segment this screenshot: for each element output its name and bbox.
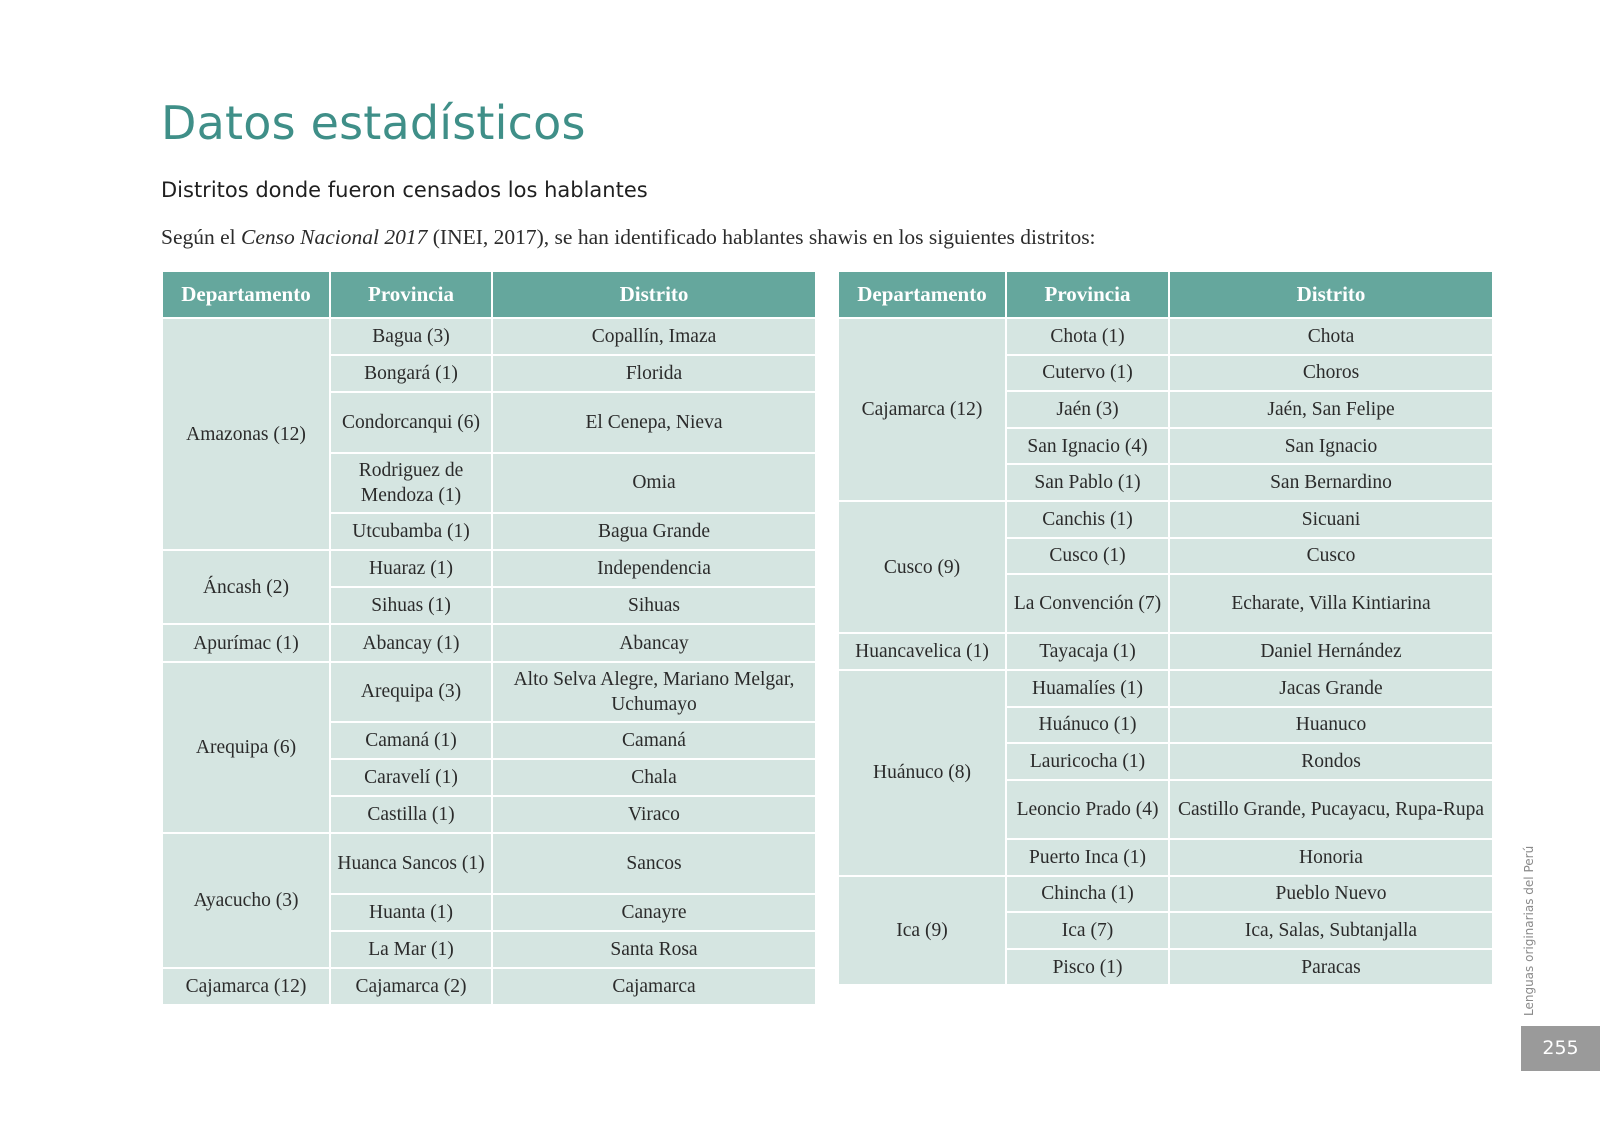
distrito-cell: Ica, Salas, Subtanjalla bbox=[1169, 912, 1493, 949]
distrito-cell: San Ignacio bbox=[1169, 428, 1493, 465]
provincia-cell: Huaraz (1) bbox=[330, 550, 492, 587]
intro-text-post: (INEI, 2017), se han identificado hablantes shawis en los siguientes distritos: bbox=[427, 225, 1096, 249]
intro-text-pre: Según el bbox=[161, 225, 242, 249]
departamento-cell: Cajamarca (12) bbox=[838, 318, 1006, 501]
provincia-cell: Cusco (1) bbox=[1006, 538, 1169, 575]
header-distrito: Distrito bbox=[492, 271, 816, 318]
provincia-cell: Cajamarca (2) bbox=[330, 968, 492, 1005]
book-title-vertical: Lenguas originarias del Perú bbox=[1522, 845, 1536, 1016]
table-header-row bbox=[838, 271, 1493, 318]
distrito-cell: Huanuco bbox=[1169, 707, 1493, 744]
provincia-cell: Chincha (1) bbox=[1006, 876, 1169, 913]
distrito-cell: Canayre bbox=[492, 894, 816, 931]
departamento-cell: Apurímac (1) bbox=[162, 624, 330, 661]
districts-table-right bbox=[837, 270, 1494, 986]
distrito-cell: Sihuas bbox=[492, 587, 816, 624]
distrito-cell: Chala bbox=[492, 759, 816, 796]
distrito-cell: Jaén, San Felipe bbox=[1169, 391, 1493, 428]
provincia-cell: Sihuas (1) bbox=[330, 587, 492, 624]
provincia-cell: Arequipa (3) bbox=[330, 662, 492, 722]
provincia-cell: Cutervo (1) bbox=[1006, 355, 1169, 392]
provincia-cell: Pisco (1) bbox=[1006, 949, 1169, 986]
provincia-cell: Huánuco (1) bbox=[1006, 707, 1169, 744]
provincia-cell: Tayacaja (1) bbox=[1006, 633, 1169, 670]
table-row bbox=[838, 633, 1493, 670]
distrito-cell: Independencia bbox=[492, 550, 816, 587]
provincia-cell: Leoncio Prado (4) bbox=[1006, 780, 1169, 839]
distrito-cell: Sicuani bbox=[1169, 501, 1493, 538]
page-title: Datos estadísticos bbox=[161, 96, 586, 150]
provincia-cell: Huanca Sancos (1) bbox=[330, 833, 492, 893]
provincia-cell: Puerto Inca (1) bbox=[1006, 839, 1169, 876]
table-row bbox=[838, 876, 1493, 913]
distrito-cell: Abancay bbox=[492, 624, 816, 661]
departamento-cell: Cajamarca (12) bbox=[162, 968, 330, 1005]
provincia-cell: San Pablo (1) bbox=[1006, 464, 1169, 501]
provincia-cell: Canchis (1) bbox=[1006, 501, 1169, 538]
header-departamento: Departamento bbox=[838, 271, 1006, 318]
provincia-cell: Condorcanqui (6) bbox=[330, 392, 492, 452]
provincia-cell: San Ignacio (4) bbox=[1006, 428, 1169, 465]
section-subtitle: Distritos donde fueron censados los hablantes bbox=[161, 178, 648, 202]
distrito-cell: Alto Selva Alegre, Mariano Melgar, Uchumayo bbox=[492, 662, 816, 722]
table-body bbox=[838, 318, 1493, 985]
departamento-cell: Huancavelica (1) bbox=[838, 633, 1006, 670]
distrito-cell: Echarate, Villa Kintiarina bbox=[1169, 574, 1493, 633]
departamento-cell: Arequipa (6) bbox=[162, 662, 330, 834]
distrito-cell: Rondos bbox=[1169, 743, 1493, 780]
distrito-cell: Sancos bbox=[492, 833, 816, 893]
distrito-cell: Camaná bbox=[492, 722, 816, 759]
distrito-cell: Florida bbox=[492, 355, 816, 392]
table-header-row bbox=[162, 271, 816, 318]
provincia-cell: Utcubamba (1) bbox=[330, 513, 492, 550]
table-body bbox=[162, 318, 816, 1005]
header-departamento: Departamento bbox=[162, 271, 330, 318]
provincia-cell: Caravelí (1) bbox=[330, 759, 492, 796]
header-distrito: Distrito bbox=[1169, 271, 1493, 318]
distrito-cell: Bagua Grande bbox=[492, 513, 816, 550]
table-row bbox=[838, 670, 1493, 707]
departamento-cell: Huánuco (8) bbox=[838, 670, 1006, 876]
header-provincia: Provincia bbox=[330, 271, 492, 318]
departamento-cell: Amazonas (12) bbox=[162, 318, 330, 550]
provincia-cell: Ica (7) bbox=[1006, 912, 1169, 949]
departamento-cell: Ayacucho (3) bbox=[162, 833, 330, 968]
distrito-cell: Honoria bbox=[1169, 839, 1493, 876]
table-row bbox=[838, 318, 1493, 355]
table-row bbox=[162, 624, 816, 661]
table-row bbox=[162, 833, 816, 893]
distrito-cell: Castillo Grande, Pucayacu, Rupa-Rupa bbox=[1169, 780, 1493, 839]
provincia-cell: La Convención (7) bbox=[1006, 574, 1169, 633]
provincia-cell: Bongará (1) bbox=[330, 355, 492, 392]
distrito-cell: Jacas Grande bbox=[1169, 670, 1493, 707]
distrito-cell: Copallín, Imaza bbox=[492, 318, 816, 355]
distrito-cell: Omia bbox=[492, 453, 816, 513]
provincia-cell: Abancay (1) bbox=[330, 624, 492, 661]
provincia-cell: Chota (1) bbox=[1006, 318, 1169, 355]
table-row bbox=[838, 501, 1493, 538]
table-row bbox=[162, 318, 816, 355]
provincia-cell: Camaná (1) bbox=[330, 722, 492, 759]
provincia-cell: Rodriguez de Mendoza (1) bbox=[330, 453, 492, 513]
provincia-cell: Bagua (3) bbox=[330, 318, 492, 355]
provincia-cell: Lauricocha (1) bbox=[1006, 743, 1169, 780]
table-row bbox=[162, 968, 816, 1005]
distrito-cell: Santa Rosa bbox=[492, 931, 816, 968]
distrito-cell: Pueblo Nuevo bbox=[1169, 876, 1493, 913]
distrito-cell: Cajamarca bbox=[492, 968, 816, 1005]
distrito-cell: Cusco bbox=[1169, 538, 1493, 575]
table-row bbox=[162, 550, 816, 587]
distrito-cell: Daniel Hernández bbox=[1169, 633, 1493, 670]
distrito-cell: Chota bbox=[1169, 318, 1493, 355]
distrito-cell: Viraco bbox=[492, 796, 816, 833]
provincia-cell: Huanta (1) bbox=[330, 894, 492, 931]
table-row bbox=[162, 662, 816, 722]
departamento-cell: Cusco (9) bbox=[838, 501, 1006, 633]
provincia-cell: Jaén (3) bbox=[1006, 391, 1169, 428]
page-number: 255 bbox=[1521, 1026, 1600, 1071]
distrito-cell: Choros bbox=[1169, 355, 1493, 392]
distrito-cell: San Bernardino bbox=[1169, 464, 1493, 501]
provincia-cell: Huamalíes (1) bbox=[1006, 670, 1169, 707]
intro-census-title: Censo Nacional 2017 bbox=[241, 225, 428, 249]
departamento-cell: Áncash (2) bbox=[162, 550, 330, 624]
distrito-cell: El Cenepa, Nieva bbox=[492, 392, 816, 452]
departamento-cell: Ica (9) bbox=[838, 876, 1006, 986]
distrito-cell: Paracas bbox=[1169, 949, 1493, 986]
provincia-cell: La Mar (1) bbox=[330, 931, 492, 968]
provincia-cell: Castilla (1) bbox=[330, 796, 492, 833]
intro-paragraph bbox=[161, 225, 1096, 250]
districts-table-left bbox=[161, 270, 817, 1006]
header-provincia: Provincia bbox=[1006, 271, 1169, 318]
